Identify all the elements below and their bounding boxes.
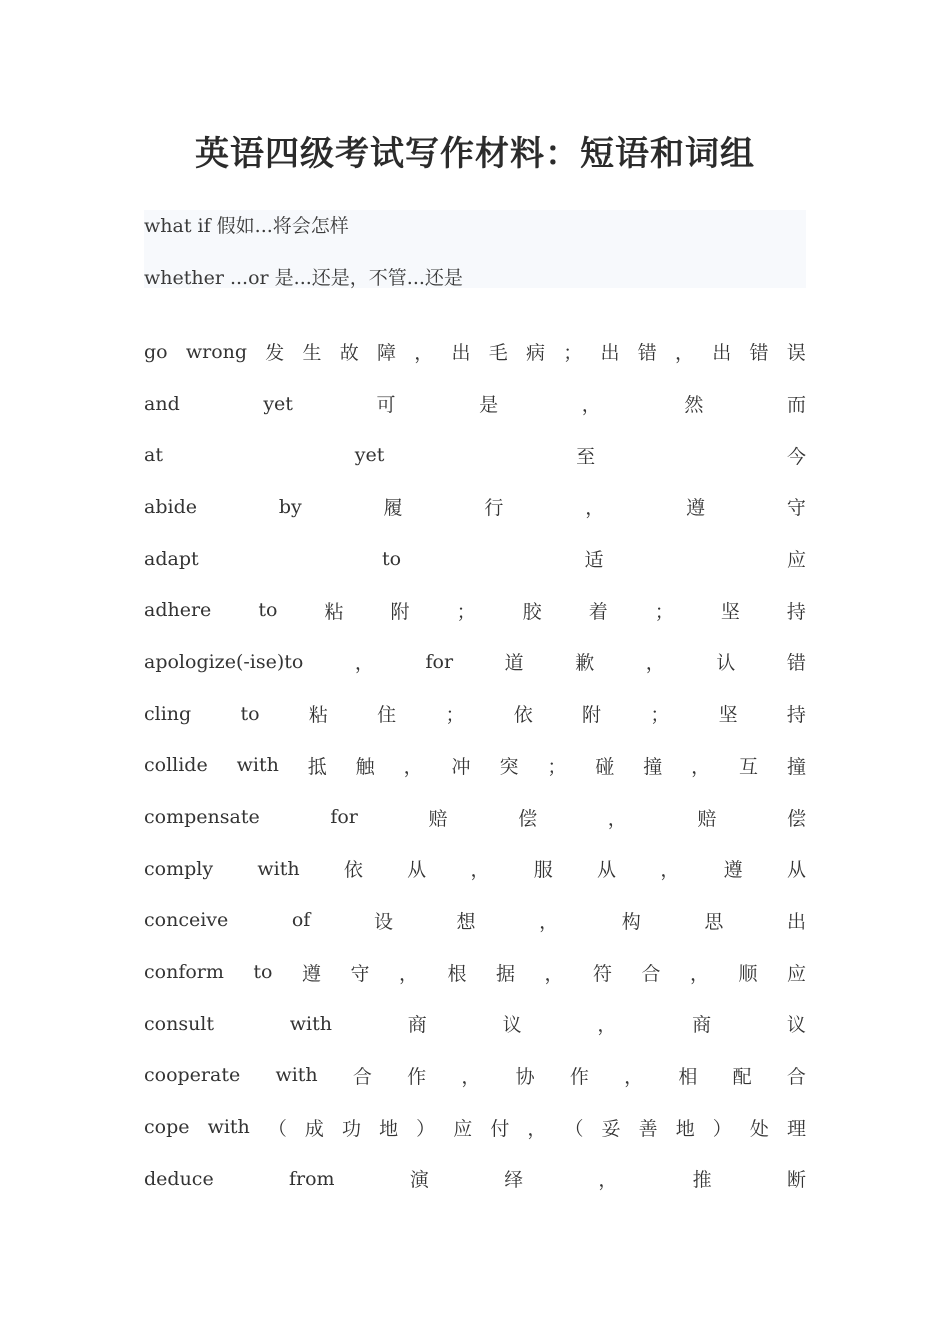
phrase-token: 配 (732, 1065, 752, 1088)
phrase-token: 商 (407, 1014, 427, 1037)
phrase-token: 依 (513, 704, 533, 727)
phrase-token: with (207, 1116, 250, 1139)
phrase-token: 附 (582, 704, 602, 727)
phrase-entry (144, 481, 806, 533)
phrase-token: 合 (786, 1065, 806, 1088)
phrase-token: 作 (407, 1065, 427, 1088)
phrase-token: 坚 (720, 600, 740, 623)
phrase-token: ， (607, 807, 627, 830)
phrase-token: ， (544, 962, 564, 985)
phrase-token: ； (654, 600, 674, 623)
phrase-token: ， (461, 1065, 481, 1088)
phrase-token: 持 (786, 704, 806, 727)
phrase-token: consult (144, 1012, 215, 1035)
phrase-token: 遵 (301, 962, 321, 985)
phrase-token: 应 (453, 1117, 473, 1140)
phrase-token: of (291, 909, 311, 932)
phrase-token: 生 (302, 342, 322, 365)
phrase-token: 出 (712, 342, 732, 365)
phrase-token: ， (675, 342, 695, 365)
phrase-entry (144, 843, 806, 895)
phrase-token: ， (403, 755, 423, 778)
phrase-token: from (288, 1167, 335, 1190)
phrase-token: 然 (684, 394, 704, 417)
phrase-token: 思 (704, 910, 724, 933)
phrase-token: 偿 (518, 807, 538, 830)
phrase-token: ， (598, 1169, 618, 1192)
phrase-token: 设 (373, 910, 393, 933)
phrase-entry (144, 791, 806, 843)
phrase-token: 议 (786, 1014, 806, 1037)
phrase-token: with (289, 1012, 333, 1035)
phrase-token: 错 (637, 342, 657, 365)
phrase-token: 而 (786, 394, 806, 417)
intro-line-2: whether ...or 是...还是，不管...还是 (144, 267, 463, 289)
phrase-token: 错 (749, 342, 769, 365)
phrase-token: for (425, 650, 454, 673)
phrase-token: 守 (786, 497, 806, 520)
phrase-token: 理 (786, 1117, 806, 1140)
phrase-token: 抵 (307, 755, 327, 778)
phrase-token: 行 (484, 497, 504, 520)
phrase-token: 是 (479, 394, 499, 417)
phrase-token: 互 (739, 755, 759, 778)
phrase-token: 出 (786, 910, 806, 933)
page-title: 英语四级考试写作材料：短语和词组 (195, 134, 755, 174)
phrase-token: 歉 (575, 652, 595, 675)
phrase-token: with (275, 1064, 318, 1087)
phrase-token: 合 (352, 1065, 372, 1088)
phrase-token: 地 (675, 1117, 695, 1140)
phrase-token: 道 (504, 652, 524, 675)
phrase-token: ； (456, 600, 476, 623)
phrase-token: ， (645, 652, 665, 675)
phrase-entry (144, 895, 806, 947)
phrase-token: cling (144, 702, 192, 725)
phrase-token: 演 (409, 1169, 429, 1192)
phrase-token: 服 (533, 859, 553, 882)
phrase-token: ， (527, 1117, 547, 1140)
phrase-token: 依 (343, 859, 363, 882)
phrase-token: with (257, 857, 300, 880)
phrase-token: ） (712, 1117, 732, 1140)
phrase-token: 故 (339, 342, 359, 365)
phrase-token: 冲 (451, 755, 471, 778)
phrase-token: 误 (786, 342, 806, 365)
phrase-token: 突 (499, 755, 519, 778)
phrase-token: 处 (749, 1117, 769, 1140)
phrase-token: apologize(-ise)to (144, 650, 304, 673)
phrase-token: 赔 (428, 807, 448, 830)
phrase-token: 毛 (488, 342, 508, 365)
phrase-token: 推 (692, 1169, 712, 1192)
intro-line-1: what if 假如...将会怎样 (144, 215, 349, 237)
phrase-token: 断 (786, 1169, 806, 1192)
phrase-token: with (236, 754, 279, 777)
phrase-token: ， (624, 1065, 644, 1088)
phrase-token: 付 (490, 1117, 510, 1140)
phrase-token: 构 (621, 910, 641, 933)
phrase-token: 附 (390, 600, 410, 623)
phrase-token: yet (354, 444, 385, 467)
phrase-token: ， (660, 859, 680, 882)
phrase-token: 至 (576, 445, 596, 468)
phrase-token: （ (267, 1117, 287, 1140)
phrase-token: 碰 (595, 755, 615, 778)
phrase-token: wrong (185, 340, 248, 363)
phrase-entry (144, 378, 806, 430)
phrase-token: 病 (526, 342, 546, 365)
phrase-entry (144, 998, 806, 1050)
phrase-token: 地 (379, 1117, 399, 1140)
phrase-entry (144, 946, 806, 998)
phrase-token: to (253, 961, 273, 984)
phrase-entry (144, 636, 806, 688)
phrase-token: 妥 (601, 1117, 621, 1140)
phrase-token: 善 (638, 1117, 658, 1140)
phrase-token: 遵 (686, 497, 706, 520)
phrase-token: 绎 (504, 1169, 524, 1192)
phrase-token: 履 (383, 497, 403, 520)
phrase-entry (144, 533, 806, 585)
phrase-token: 错 (786, 652, 806, 675)
phrase-token: 根 (447, 962, 467, 985)
phrase-token: deduce (144, 1167, 214, 1190)
phrase-token: 持 (786, 600, 806, 623)
phrase-token: 议 (502, 1014, 522, 1037)
phrase-token: conform (144, 961, 224, 984)
phrase-token: adhere (144, 599, 212, 622)
phrase-token: cope (144, 1116, 190, 1139)
phrase-entry (144, 1101, 806, 1153)
phrase-token: ； (445, 704, 465, 727)
phrase-token: 作 (569, 1065, 589, 1088)
phrase-token: 着 (588, 600, 608, 623)
phrase-token: 今 (786, 445, 806, 468)
phrase-token: 合 (641, 962, 661, 985)
phrase-token: 撞 (643, 755, 663, 778)
phrase-token: ， (398, 962, 418, 985)
phrase-entry (144, 1153, 806, 1205)
phrase-token: 偿 (786, 807, 806, 830)
phrase-token: 守 (350, 962, 370, 985)
phrase-token: 符 (592, 962, 612, 985)
phrase-token: to (382, 547, 402, 570)
phrase-token: 适 (584, 549, 604, 572)
phrase-token: 想 (456, 910, 476, 933)
phrase-token: go (144, 340, 168, 363)
phrase-token: and (144, 392, 180, 415)
phrase-token: 可 (376, 394, 396, 417)
phrase-token: ， (414, 342, 434, 365)
phrase-token: collide (144, 754, 208, 777)
phrase-token: ， (354, 652, 374, 675)
phrase-token: ； (547, 755, 567, 778)
phrase-token: 撞 (786, 755, 806, 778)
phrase-entry (144, 429, 806, 481)
phrase-token: yet (263, 392, 293, 415)
phrase-token: abide (144, 495, 197, 518)
phrase-token: ； (563, 342, 583, 365)
phrase-token: （ (564, 1117, 584, 1140)
phrase-token: ， (470, 859, 490, 882)
phrase-entry (144, 1050, 806, 1102)
phrase-token: 住 (377, 704, 397, 727)
phrase-token: 从 (407, 859, 427, 882)
phrase-token: 应 (786, 549, 806, 572)
phrase-token: compensate (144, 806, 260, 829)
phrase-entry (144, 584, 806, 636)
phrase-token: ， (539, 910, 559, 933)
phrase-token: 据 (495, 962, 515, 985)
phrase-token: 胶 (522, 600, 542, 623)
phrase-token: 从 (597, 859, 617, 882)
phrase-token: 从 (786, 859, 806, 882)
phrase-token: 粘 (324, 600, 344, 623)
phrase-token: 成 (304, 1117, 324, 1140)
phrase-token: 协 (515, 1065, 535, 1088)
phrase-token: 出 (600, 342, 620, 365)
phrase-entry (144, 740, 806, 792)
phrase-list (144, 326, 806, 1205)
phrase-token: adapt (144, 547, 199, 570)
phrase-token: 相 (678, 1065, 698, 1088)
phrase-token: conceive (144, 909, 229, 932)
phrase-entry (144, 326, 806, 378)
phrase-token: cooperate (144, 1064, 241, 1087)
phrase-token: by (278, 495, 302, 518)
phrase-token: 功 (342, 1117, 362, 1140)
phrase-token: 赔 (697, 807, 717, 830)
phrase-token: 遵 (723, 859, 743, 882)
phrase-token: to (240, 702, 260, 725)
phrase-token: ， (581, 394, 601, 417)
phrase-token: 障 (377, 342, 397, 365)
phrase-token: ， (691, 755, 711, 778)
phrase-token: 粘 (308, 704, 328, 727)
phrase-token: at (144, 444, 163, 467)
phrase-token: comply (144, 857, 214, 880)
phrase-token: for (330, 806, 358, 829)
phrase-token: 坚 (718, 704, 738, 727)
phrase-token: ， (689, 962, 709, 985)
phrase-token: ， (585, 497, 605, 520)
phrase-token: 出 (451, 342, 471, 365)
phrase-token: 发 (265, 342, 285, 365)
phrase-token: ， (597, 1014, 617, 1037)
phrase-token: 商 (692, 1014, 712, 1037)
phrase-token: 认 (716, 652, 736, 675)
phrase-token: to (258, 599, 278, 622)
phrase-entry (144, 688, 806, 740)
phrase-token: ； (650, 704, 670, 727)
phrase-token: 触 (355, 755, 375, 778)
phrase-token: 顺 (738, 962, 758, 985)
phrase-token: 应 (786, 962, 806, 985)
phrase-token: ） (416, 1117, 436, 1140)
